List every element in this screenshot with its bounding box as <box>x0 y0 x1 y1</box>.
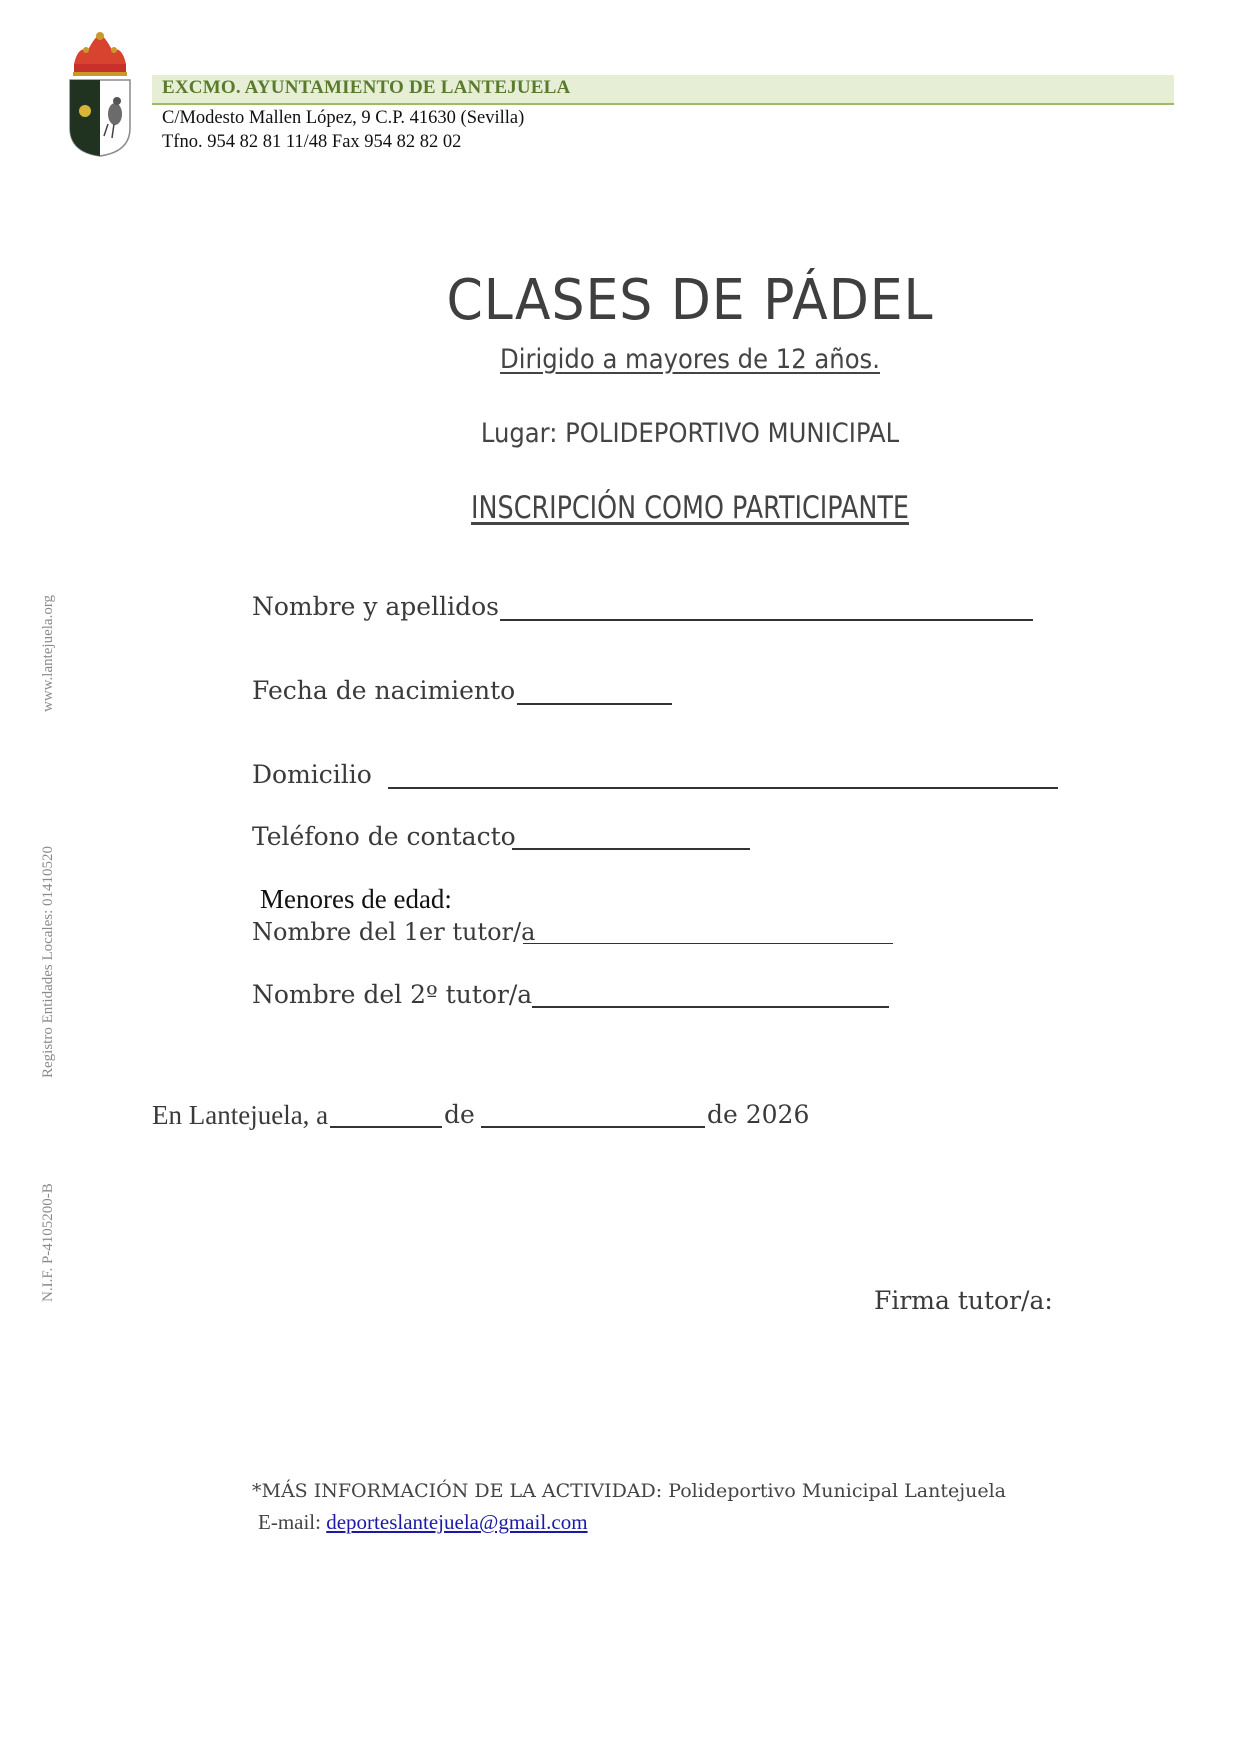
side-nif-text: N.I.F. P-4105200-B <box>40 1183 56 1302</box>
section-title: INSCRIPCIÓN COMO PARTICIPANTE <box>471 490 909 526</box>
tutor1-field[interactable] <box>523 943 893 944</box>
side-website-text: www.lantejuela.org <box>40 594 56 712</box>
date-year-label: de 2026 <box>707 1100 810 1129</box>
document-subtitle: Dirigido a mayores de 12 años. <box>500 344 880 375</box>
date-prefix: En Lantejuela, a <box>152 1100 329 1130</box>
municipal-crest-icon <box>64 28 136 158</box>
email-row <box>258 1510 588 1535</box>
nombre-label: Nombre y apellidos <box>252 592 499 621</box>
more-info-text: *MÁS INFORMACIÓN DE LA ACTIVIDAD: Polideportivo Municipal Lantejuela <box>252 1480 1006 1502</box>
tutor2-label: Nombre del 2º tutor/a <box>252 980 533 1009</box>
date-day-field[interactable] <box>330 1126 442 1128</box>
document-place: Lugar: POLIDEPORTIVO MUNICIPAL <box>480 418 900 449</box>
organization-address: C/Modesto Mallen López, 9 C.P. 41630 (Sevilla) <box>162 108 525 128</box>
email-label: E-mail: <box>258 1510 321 1534</box>
tutor1-label: Nombre del 1er tutor/a <box>252 918 536 946</box>
telefono-label: Teléfono de contacto <box>252 822 516 851</box>
domicilio-label: Domicilio <box>252 760 372 789</box>
telefono-field[interactable] <box>512 848 750 850</box>
organization-phone-fax: Tfno. 954 82 81 11/48 Fax 954 82 82 02 <box>162 132 462 152</box>
domicilio-field[interactable] <box>388 787 1058 789</box>
email-link[interactable]: deporteslantejuela@gmail.com <box>326 1510 588 1534</box>
document-title: CLASES DE PÁDEL <box>446 268 934 333</box>
side-registro-text: Registro Entidades Locales: 01410520 <box>40 845 56 1078</box>
menores-label: Menores de edad: <box>260 884 452 914</box>
date-de-label: de <box>444 1100 475 1129</box>
organization-name: EXCMO. AYUNTAMIENTO DE LANTEJUELA <box>162 77 571 98</box>
tutor2-field[interactable] <box>532 1006 889 1008</box>
nombre-field[interactable] <box>500 619 1033 621</box>
fecha-nacimiento-label: Fecha de nacimiento <box>252 676 516 705</box>
fecha-nacimiento-field[interactable] <box>517 703 672 705</box>
date-month-field[interactable] <box>481 1126 705 1128</box>
signature-label: Firma tutor/a: <box>874 1286 1053 1315</box>
